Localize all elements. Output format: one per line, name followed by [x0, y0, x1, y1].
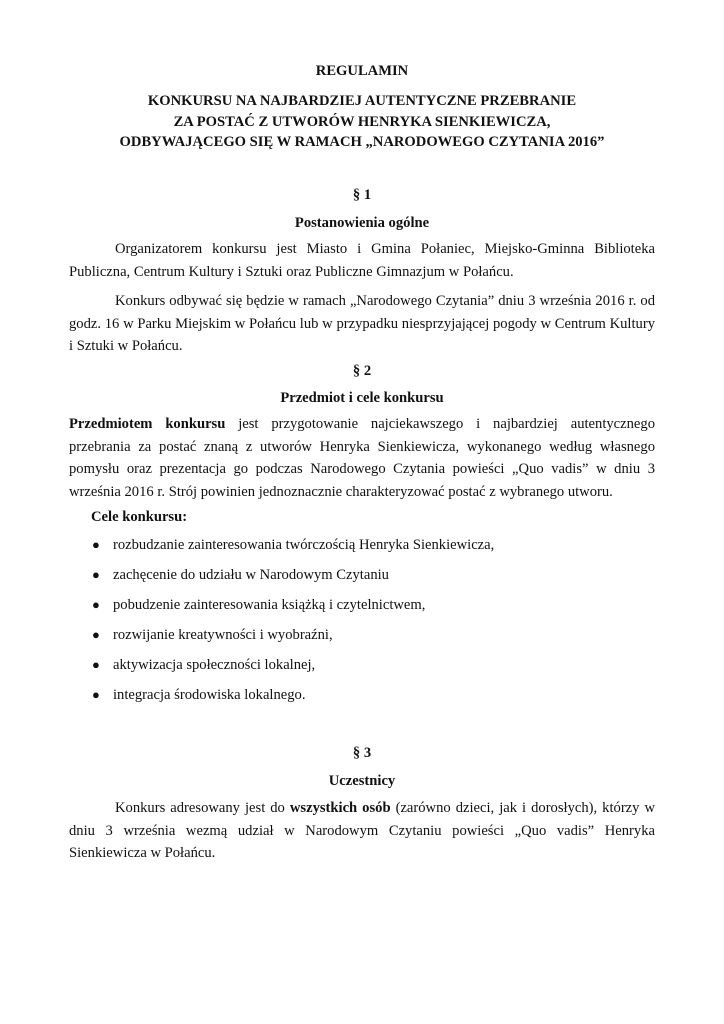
- goal-text: pobudzenie zainteresowania książką i czytelnictwem,: [113, 597, 426, 613]
- list-item: [92, 656, 494, 686]
- section-2-paragraph-1: [69, 413, 655, 503]
- goal-text: integracja środowiska lokalnego.: [113, 687, 306, 703]
- section-1-number: § 1: [352, 187, 372, 203]
- document-heading: REGULAMIN: [315, 63, 409, 79]
- section-1-paragraph-1: Organizatorem konkursu jest Miasto i Gmina Połaniec, Miejsko-Gminna Biblioteka Publiczna, Centrum Kultury i Sztuki oraz Publiczne Gimnazjum w Połańcu.: [69, 241, 655, 280]
- document-title: [69, 91, 655, 153]
- bullet-icon: ●: [92, 567, 100, 582]
- participants-text-a: Konkurs adresowany jest do: [115, 800, 290, 816]
- list-item: [92, 686, 494, 716]
- title-line-3: ODBYWAJĄCEGO SIĘ W RAMACH „NARODOWEGO CZYTANIA 2016”: [119, 134, 605, 150]
- section-3-paragraph-1: [69, 797, 655, 865]
- bullet-icon: ●: [92, 627, 100, 642]
- list-item: [92, 536, 494, 566]
- section-2-body: [69, 413, 655, 503]
- goals-label: Cele konkursu:: [91, 509, 188, 525]
- subject-text: jest przygotowanie najciekawszego i najbardziej autentycznego przebrania za postać znaną z utworów Henryka Sienkiewicza, wykonanego według własnego pomysłu oraz prezentacja go podczas Narodowego Czytania powieści „Quo vadis” w dniu 3 września 2016 r. Strój powinien jednoznacznie charakteryzować postać z wybranego utworu.: [69, 416, 655, 500]
- goal-text: aktywizacja społeczności lokalnej,: [113, 657, 316, 673]
- section-2-number: § 2: [352, 363, 372, 379]
- section-1-paragraph-2: Konkurs odbywać się będzie w ramach „Narodowego Czytania” dniu 3 września 2016 r. od godz. 16 w Parku Miejskim w Połańcu lub w przypadku niesprzyjającej pogody w Centrum Kultury i Sztuki w Połańcu.: [69, 293, 655, 354]
- list-item: [92, 626, 494, 656]
- title-line-2: ZA POSTAĆ Z UTWORÓW HENRYKA SIENKIEWICZA,: [173, 113, 551, 130]
- list-item: [92, 566, 494, 596]
- bullet-icon: ●: [92, 687, 100, 702]
- bullet-icon: ●: [92, 597, 100, 612]
- goals-list: [92, 536, 494, 716]
- section-3-body: [69, 797, 655, 865]
- bullet-icon: ●: [92, 657, 100, 672]
- goal-text: zachęcenie do udziału w Narodowym Czytaniu: [113, 567, 389, 583]
- participants-bold-text: wszystkich osób: [289, 800, 391, 816]
- subject-bold-text: Przedmiotem konkursu: [69, 416, 226, 432]
- bullet-icon: ●: [92, 537, 100, 552]
- section-1-body: [69, 238, 655, 358]
- participants-text-b: (zarówno dzieci, jak i dorosłych), którzy w dniu 3 września wezmą udział w Narodowym Czytaniu powieści „Quo vadis” Henryka Sienkiewicza w Połańcu.: [69, 800, 656, 861]
- list-item: [92, 596, 494, 626]
- title-line-1: KONKURSU NA NAJBARDZIEJ AUTENTYCZNE PRZEBRANIE: [147, 93, 577, 109]
- section-3-number: § 3: [352, 745, 372, 761]
- section-2-title: Przedmiot i cele konkursu: [280, 390, 444, 406]
- section-1-title: Postanowienia ogólne: [294, 215, 430, 231]
- goal-text: rozbudzanie zainteresowania twórczością Henryka Sienkiewicza,: [113, 537, 495, 553]
- section-3-title: Uczestnicy: [328, 773, 396, 789]
- goal-text: rozwijanie kreatywności i wyobraźni,: [113, 627, 333, 643]
